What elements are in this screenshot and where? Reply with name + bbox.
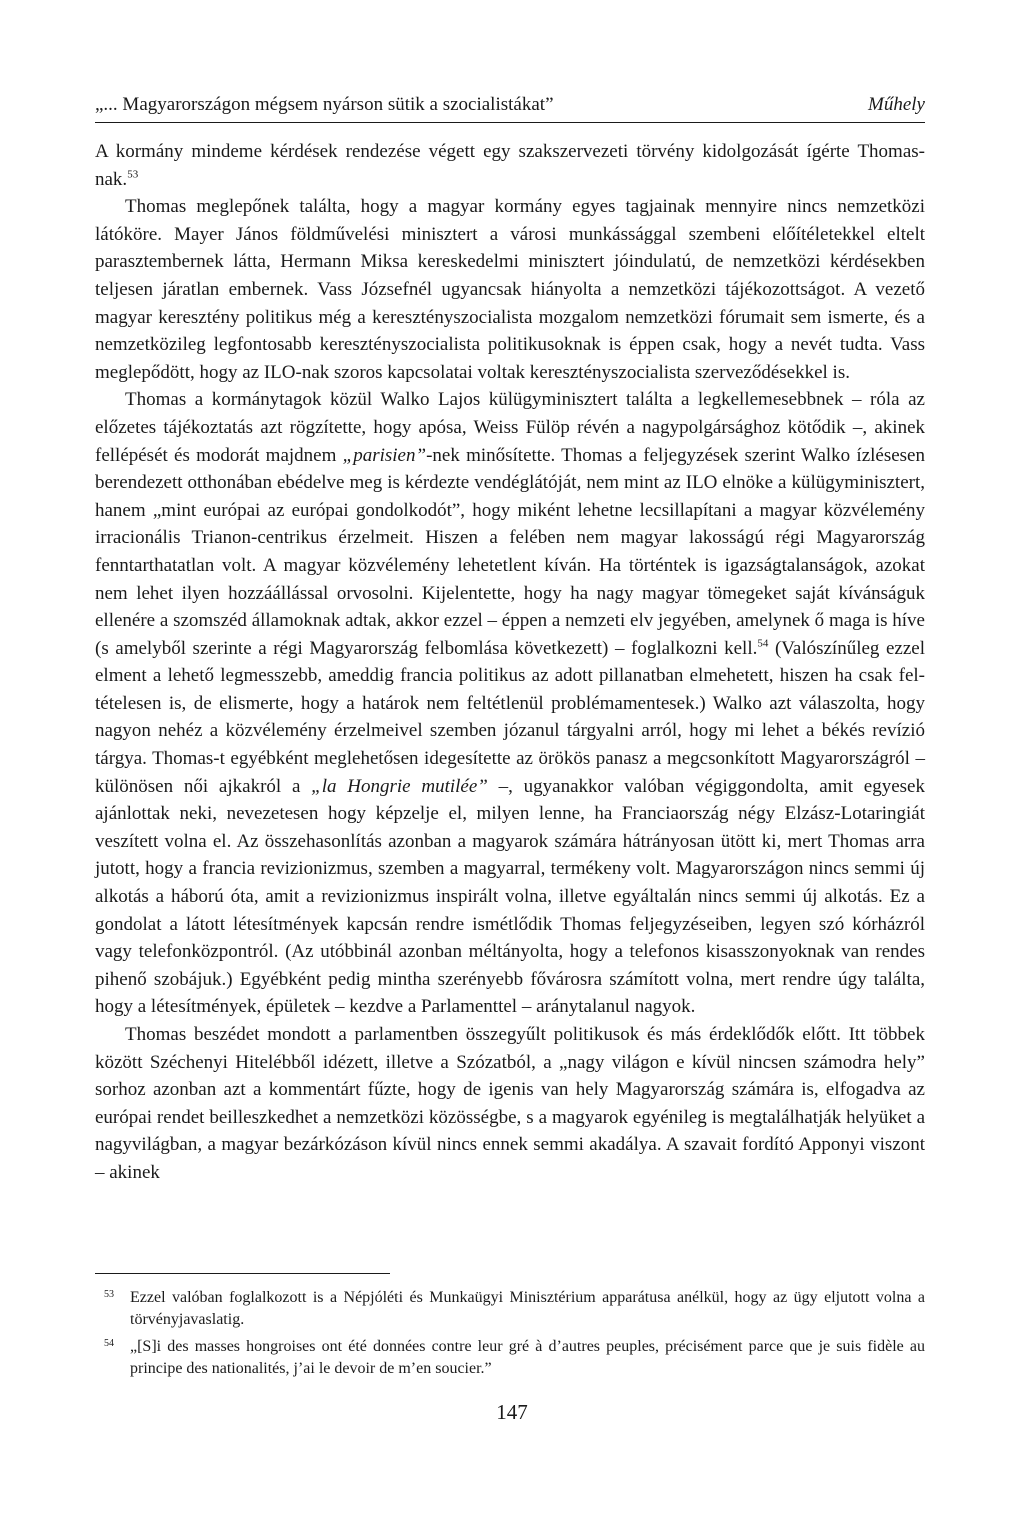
- paragraph-text: A kormány mindeme kérdések rendezése végett egy szakszervezeti törvény kidolgozását ígérte Thomas-nak.: [95, 141, 925, 190]
- body-text: [95, 138, 925, 1187]
- paragraph-text: Thomas beszédet mondott a parlamentben összegyűlt politikusok és más érdeklődők előtt. Itt többek között Széchenyi Hitelébből idézett, illetve a Szózatból, a „nagy világon e kívül nincsen számodra hely” sorhoz azonban azt a kommentárt fűzte, hogy de igenis van hely Magyarország számára is, elfogadva az európai rendet beilleszkedhet a nemzetközi közösségbe, s a magyarok egyénileg is megtalálhatják helyüket a nagyvilágban, a magyar bezárkózáson kívül nincs ennek semmi akadálya. A szavait fordító Apponyi viszont – akinek: [95, 1024, 925, 1183]
- paragraph-text: -nek minősítette. Thomas a feljegyzések szerint Walko ízlésesen berendezett otthonában ebédelve meg is kérdezte vendéglátóját, nem mint az ILO elnöke a külügyminisztert, hanem „mint európai az európai gondolkodót”, hogy miként lehetne lecsillapítani a magyar közvélemény irracionális Trianon-centrikus érzelmeit. Hiszen a felében nem magyar lakosságú régi Magyarország fenntarthatatlan volt. A magyar közvélemény lehetetlent kíván. Ha történtek is igazságtalanságok, azokat nem lehet ilyen hozzáállással orvosolni. Kijelentette, hogy ha nagy magyar tömegeket saját kívánságuk ellenére a szomszéd államoknak adtak, akkor ezzel – éppen a nemzeti elv jegyében, amelynek ő maga is híve (s amelyből szerinte a régi Magyarország felbomlása következett) – foglalkozni kell.: [95, 444, 925, 659]
- footnote-divider: [95, 1273, 390, 1274]
- paragraph: [95, 1021, 925, 1187]
- paragraph: [95, 386, 925, 1021]
- footnotes: [95, 1287, 925, 1385]
- footnote-text: „[S]i des masses hongroises ont été données contre leur gré à d’autres peuples, précisément parce que je suis fidèle au principe des nationalités, j’ai le devoir de m’en soucier.”: [130, 1338, 925, 1377]
- emphasis-text: „la Hongrie mutilée”: [311, 775, 488, 797]
- running-header: [95, 90, 925, 123]
- footnote: [95, 1336, 925, 1380]
- footnote-text: Ezzel valóban foglalkozott is a Népjóléti és Munkaügyi Minisztérium apparátusa anélkül, hogy az ügy eljutott volna a törvényjavaslatig.: [130, 1289, 925, 1328]
- paragraph-text: Thomas a kormánytagok közül Walko Lajos külügyminisztert találta a legkellemesebbnek – róla az előzetes tájékoztatás azt rögzítette, hogy apósa, Weiss Fülöp révén a nagypolgársághoz kötődik –, akinek fellépését és modorát majdnem: [95, 389, 925, 466]
- footnote: [95, 1287, 925, 1331]
- emphasis-text: „parisien”: [342, 444, 427, 466]
- page-number: 147: [496, 1400, 528, 1424]
- paragraph: [95, 193, 925, 386]
- footnote-number: 54: [104, 1338, 114, 1349]
- paragraph: [95, 138, 925, 193]
- footnote-ref[interactable]: 53: [127, 168, 139, 181]
- footnote-number: 53: [104, 1289, 114, 1300]
- section-name: Műhely: [868, 94, 925, 115]
- paragraph-text: (Valószínűleg ezzel elment a lehető legmesszebb, ameddig francia politikus az adott pillanatban elmehetett, hiszen ha csak feltételesen is, de elismerte, hogy a határok nem feltétlenül problémamentesek.) Walko azt válaszolta, hogy nagyon nehéz a közvélemény érzelmeivel szemben józanul tárgyalni arról, hogy mi lehet a békés revízió tárgya. Thomas-t egyébként meglehetősen idegesítette az örökös panasz a megcsonkított Magyarországról – különösen női ajkakról a: [95, 637, 925, 797]
- paragraph-text: –, ugyanakkor valóban végiggondolta, amit egyesek ajánlottak neki, nevezetesen hogy képzelje el, milyen lenne, ha Franciaország négy Elzász-Lotaringiát veszített volna el. Az összehasonlítás azonban a magyarok számára hátrányosan ütött ki, mert Thomas arra jutott, hogy a francia revizionizmus, szemben a magyarral, termékeny volt. Magyarországon nincs semmi új alkotás a háború óta, amit a revizionizmus inspirált volna, illetve egyáltalán nincs semmi új alkotás. Ez a gondolat a látott létesítmények kapcsán rendre ismétlődik Thomas feljegyzéseiben, legyen szó kórházról vagy telefonközpontról. (Az utóbbinál azonban méltányolta, hogy a telefonos kisasszonyoknak van rendes pihenő szobájuk.) Egyébként pedig mintha szerényebb fővárosra számított volna, mert rendre úgy találta, hogy a létesítmények, épületek – kezdve a Parlamenttel – aránytalanul nagyok.: [95, 775, 925, 1018]
- paragraph-text: Thomas meglepőnek találta, hogy a magyar kormány egyes tagjainak mennyire nincs nemzetközi látóköre. Mayer János földművelési minisztert a városi munkássággal szembeni előítéletekkel eltelt parasztembernek látta, Hermann Miksa kereskedelmi minisztert jóindulatú, de nemzetközi kérdésekben teljesen járatlan embernek. Vass Józsefnél ugyancsak hiányolta a nemzetközi tájékozottságot. A vezető magyar keresztény politikus még a keresztényszocialista mozgalom nemzetközi fórumait sem ismerte, és a nemzetközileg legfontosabb keresztényszocialista politikusoknak is éppen csak, hogy a nevét tudta. Vass meglepődött, hogy az ILO-nak szoros kapcsolatai voltak keresztényszocialista szerveződésekkel is.: [95, 196, 925, 383]
- running-title: „... Magyarországon mégsem nyárson sütik a szocialistákat”: [95, 94, 554, 115]
- footnote-ref[interactable]: 54: [757, 637, 769, 650]
